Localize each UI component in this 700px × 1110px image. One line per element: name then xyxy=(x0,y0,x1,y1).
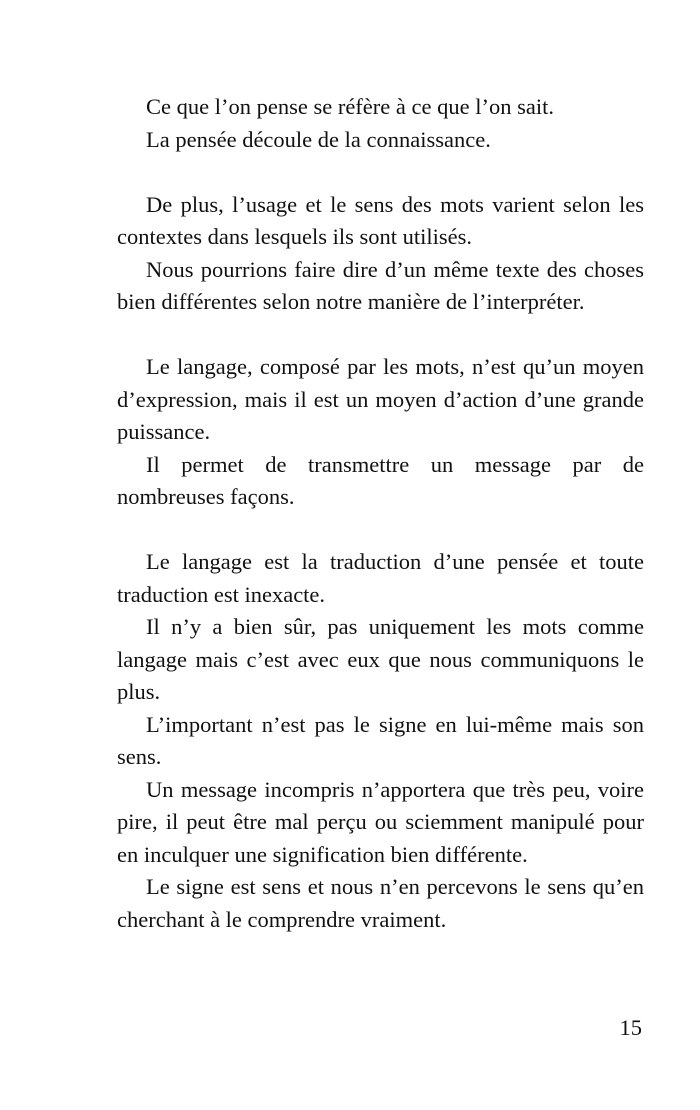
paragraph: Un message incompris n’apportera que très peu, voire pire, il peut être mal perçu ou sciemment manipulé pour en inculquer une signification bien différente. xyxy=(117,776,644,867)
section-gap xyxy=(117,514,644,547)
paragraph: Ce que l’on pense se réfère à ce que l’on sait. xyxy=(146,94,554,119)
paragraph: L’important n’est pas le signe en lui-même mais son sens. xyxy=(117,711,644,769)
paragraph: Il permet de transmettre un message par de nombreuses façons. xyxy=(117,451,644,509)
body-text xyxy=(117,91,644,936)
paragraph: Le signe est sens et nous n’en percevons le sens qu’en cherchant à le comprendre vraiment. xyxy=(117,874,644,932)
paragraph: De plus, l’usage et le sens des mots varient selon les contextes dans lesquels ils sont utilisés. xyxy=(117,191,644,249)
paragraph: Le langage est la traduction d’une pensée et toute traduction est inexacte. xyxy=(117,549,644,607)
paragraph: Nous pourrions faire dire d’un même texte des choses bien différentes selon notre manière de l’interpréter. xyxy=(117,256,644,314)
section-gap xyxy=(117,319,644,352)
paragraph: Le langage, composé par les mots, n’est qu’un moyen d’expression, mais il est un moyen d’action d’une grande puissance. xyxy=(117,354,644,444)
paragraph: Il n’y a bien sûr, pas uniquement les mots comme langage mais c’est avec eux que nous communiquons le plus. xyxy=(117,614,644,704)
section-gap xyxy=(117,156,644,189)
paragraph: La pensée découle de la connaissance. xyxy=(146,126,491,152)
page-number: 15 xyxy=(619,1015,642,1040)
